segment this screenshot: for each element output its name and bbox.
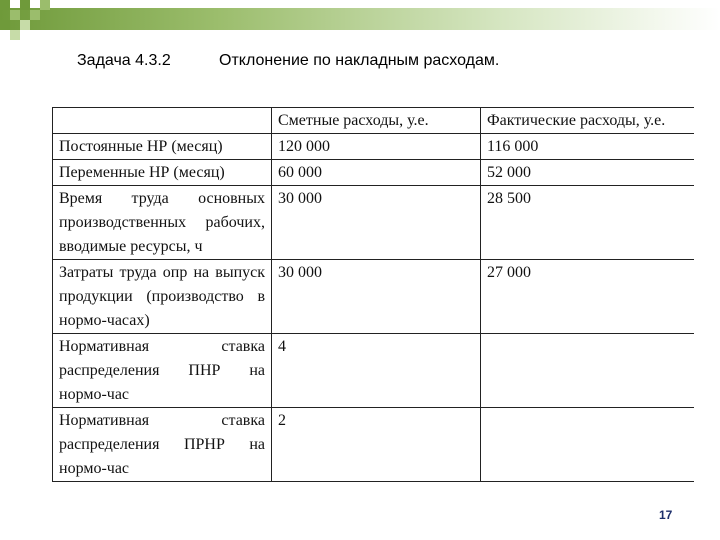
task-number: Задача 4.3.2 [77, 52, 171, 69]
budget-cell: 30 000 [272, 260, 481, 334]
table-header-row [53, 108, 695, 134]
actual-cell: 27 000 [481, 260, 695, 334]
row-label: Переменные НР (месяц) [53, 160, 272, 186]
row-label: Постоянные НР (месяц) [53, 134, 272, 160]
budget-cell: 2 [272, 408, 481, 482]
row-label: Время труда основных производственных рабочих, вводимые ресурсы, ч [53, 186, 272, 260]
page-number: 17 [659, 508, 673, 522]
budget-cell: 4 [272, 334, 481, 408]
decorative-top-band [0, 8, 720, 30]
row-label: Нормативная ставка распределения ПРНР на нормо-час [53, 408, 272, 482]
table-row [53, 134, 695, 160]
header-cell-actual: Фактические расходы, у.е. [481, 108, 695, 134]
actual-cell: 28 500 [481, 186, 695, 260]
task-title: Отклонение по накладным расходам. [219, 52, 500, 69]
table-row [53, 186, 695, 260]
actual-cell [481, 334, 695, 408]
actual-cell: 52 000 [481, 160, 695, 186]
actual-cell: 116 000 [481, 134, 695, 160]
overhead-variance-table [52, 107, 694, 482]
table-row [53, 160, 695, 186]
table-row [53, 260, 695, 334]
budget-cell: 60 000 [272, 160, 481, 186]
table-row [53, 334, 695, 408]
budget-cell: 120 000 [272, 134, 481, 160]
header-cell-empty [53, 108, 272, 134]
budget-cell: 30 000 [272, 186, 481, 260]
row-label: Нормативная ставка распределения ПНР на нормо-час [53, 334, 272, 408]
actual-cell [481, 408, 695, 482]
header-cell-budget: Сметные расходы, у.е. [272, 108, 481, 134]
row-label: Затраты труда опр на выпуск продукции (производство в нормо-часах) [53, 260, 272, 334]
table-row [53, 408, 695, 482]
